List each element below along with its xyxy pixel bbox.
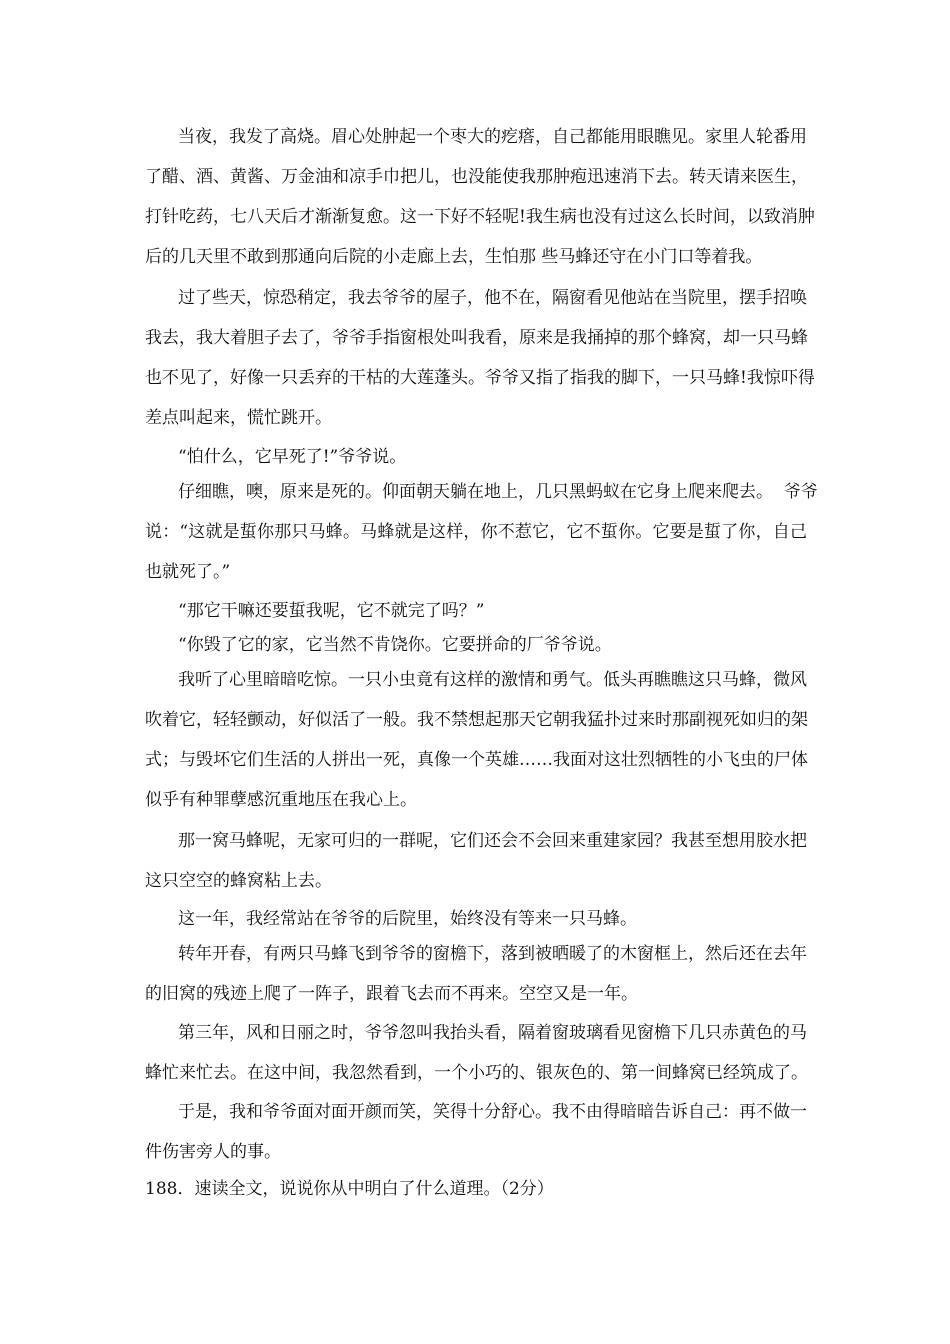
text-line (0, 367, 950, 389)
question-text: 188．速读全文，说说你从中明白了什么道理。（2分） (145, 1179, 554, 1199)
line-text: 于是，我和爷爷面对面开颜而笑，笑得十分舒心。我不由得暗暗告诉自己：再不做一 (178, 1102, 807, 1122)
line-text: 说：“这就是蜇你那只马蜂。马蜂就是这样，你不惹它，它不蜇你。它要是蜇了你，自己 (145, 522, 807, 542)
text-line (0, 446, 950, 468)
text-line (0, 407, 950, 429)
line-text: 似乎有种罪孽感沉重地压在我心上。 (145, 790, 417, 810)
question-line (0, 1178, 950, 1200)
text-line (0, 126, 950, 148)
line-text: 蜂忙来忙去。在这中间，我忽然看到，一个小巧的、银灰色的、第一间蜂窝已经筑成了。 (145, 1063, 808, 1083)
line-text: 了醋、酒、黄酱、万金油和凉手巾把儿，也没能使我那肿疱迅速消下去。转天请来医生， (145, 167, 808, 187)
text-line (0, 830, 950, 852)
text-line (0, 246, 950, 268)
line-text: 当夜，我发了高烧。眉心处肿起一个枣大的疙瘩，自己都能用眼瞧见。家里人轮番用 (178, 127, 807, 147)
line-text: “那它干嘛还要蜇我呢，它不就完了吗？” (178, 601, 485, 621)
text-line (0, 943, 950, 965)
line-text: 的旧窝的残迹上爬了一阵子，跟着飞去而不再来。空空又是一年。 (145, 984, 638, 1004)
text-line (0, 1101, 950, 1123)
text-line (0, 521, 950, 543)
line-text: 我去，我大着胆子去了，爷爷手指窗根处叫我看，原来是我捅掉的那个蜂窝，却一只马蜂 (145, 328, 808, 348)
text-line (0, 600, 950, 622)
text-line (0, 749, 950, 771)
text-line (0, 634, 950, 656)
text-line (0, 908, 950, 930)
line-text: 那一窝马蜂呢，无家可归的一群呢，它们还会不会回来重建家园？我甚至想用胶水把 (178, 831, 807, 851)
text-line (0, 481, 950, 503)
line-text: 式；与毁坏它们生活的人拼出一死，真像一个英雄……我面对这壮烈牺牲的小飞虫的尸体 (145, 750, 808, 770)
text-line (0, 789, 950, 811)
line-text: “你毁了它的家，它当然不肯饶你。它要拼命的厂爷爷说。 (178, 635, 612, 655)
line-text: 吹着它，轻轻颤动，好似活了一般。我不禁想起那天它朝我猛扑过来时那副视死如归的架 (145, 710, 808, 730)
line-text: 这一年，我经常站在爷爷的后院里，始终没有等来一只马蜂。 (178, 909, 637, 929)
line-text: 差点叫起来，慌忙跳开。 (145, 408, 332, 428)
text-line (0, 1141, 950, 1163)
text-line (0, 1062, 950, 1084)
text-line (0, 287, 950, 309)
line-text: 第三年，风和日丽之时，爷爷忽叫我抬头看，隔着窗玻璃看见窗檐下几只赤黄色的马 (178, 1023, 807, 1043)
line-text: 转年开春，有两只马蜂飞到爷爷的窗檐下，落到被晒暖了的木窗框上，然后还在去年 (178, 944, 807, 964)
line-text: 过了些天，惊恐稍定，我去爷爷的屋子，他不在，隔窗看见他站在当院里，摆手招唤 (178, 288, 807, 308)
text-line (0, 983, 950, 1005)
line-text: “怕什么，它早死了!”爷爷说。 (178, 447, 407, 467)
line-text: 我听了心里暗暗吃惊。一只小虫竟有这样的激情和勇气。低头再瞧瞧这只马蜂，微风 (178, 670, 807, 690)
text-line (0, 327, 950, 349)
line-text: 也就死了。” (145, 562, 231, 582)
line-text: 仔细瞧，噢，原来是死的。仰面朝天躺在地上，几只黑蚂蚁在它身上爬来爬去。 爷爷 (178, 482, 818, 502)
text-line (0, 206, 950, 228)
text-line (0, 870, 950, 892)
text-line (0, 561, 950, 583)
line-text: 后的几天里不敢到那通向后院的小走廊上去，生怕那 些马蜂还守在小门口等着我。 (145, 247, 763, 267)
text-line (0, 669, 950, 691)
text-line (0, 709, 950, 731)
line-text: 这只空空的蜂窝粘上去。 (145, 871, 332, 891)
text-line (0, 1022, 950, 1044)
line-text: 也不见了，好像一只丢弃的干枯的大莲蓬头。爷爷又指了指我的脚下，一只马蜂!我惊吓得 (145, 368, 815, 388)
text-line (0, 166, 950, 188)
line-text: 打针吃药，七八天后才渐渐复愈。这一下好不轻呢!我生病也没有过这么长时间，以致消肿 (145, 207, 815, 227)
line-text: 件伤害旁人的事。 (145, 1142, 281, 1162)
